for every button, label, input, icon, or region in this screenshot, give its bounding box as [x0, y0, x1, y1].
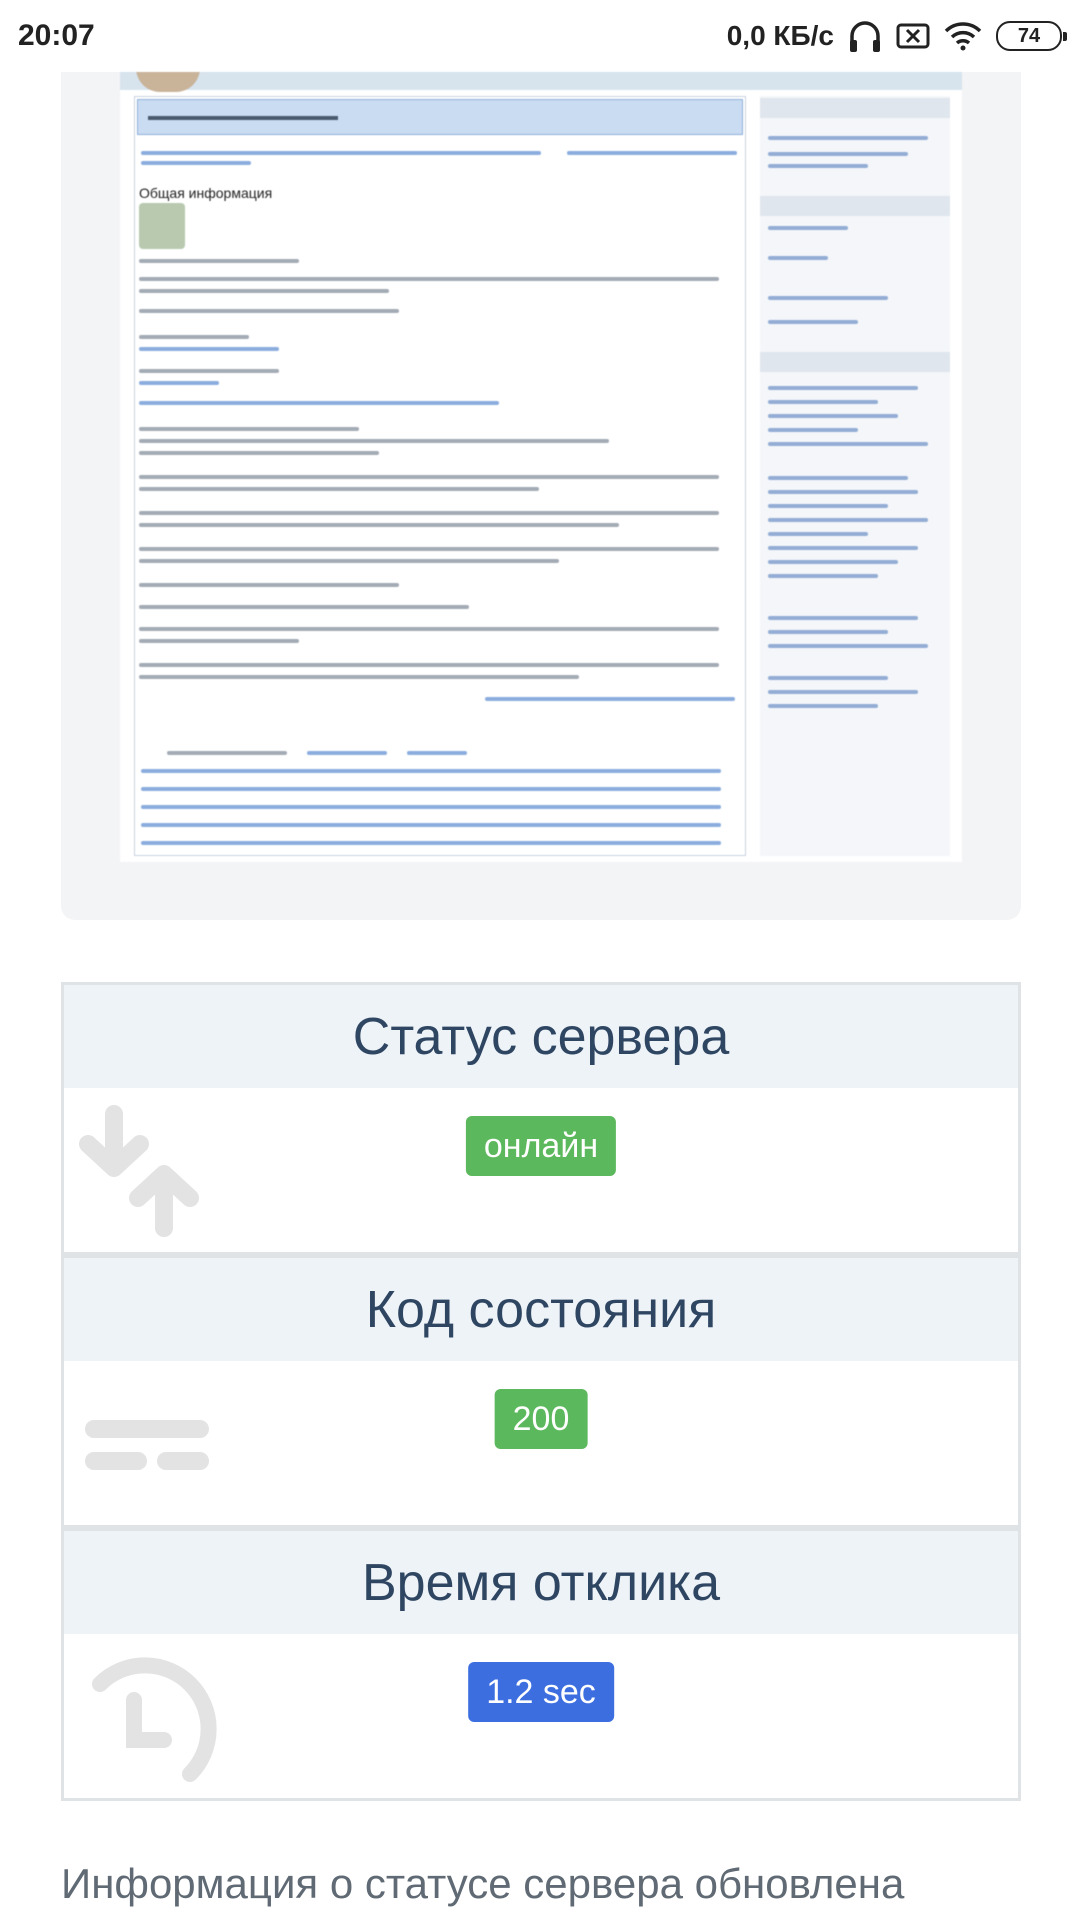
response-time-section	[64, 1525, 1018, 1798]
status-icons	[727, 18, 1062, 54]
response-time-title: Время отклика	[64, 1531, 1018, 1634]
status-code-section	[64, 1252, 1018, 1525]
server-status-table	[61, 982, 1021, 1801]
preview-heading: Общая информация	[139, 185, 273, 201]
server-status-badge: онлайн	[466, 1116, 616, 1176]
status-update-note: Информация о статусе сервера обновлена	[61, 1860, 905, 1907]
headphones-icon	[848, 18, 882, 54]
site-preview-card	[61, 72, 1021, 920]
status-bar	[0, 0, 1080, 72]
status-code-title: Код состояния	[64, 1258, 1018, 1361]
network-speed: 0,0 КБ/с	[726, 20, 834, 51]
code-lines-icon	[78, 1377, 218, 1511]
wifi-icon	[944, 21, 982, 51]
sim-off-icon	[896, 22, 930, 50]
response-time-badge: 1.2 sec	[468, 1662, 614, 1722]
clock-time: 20:07	[18, 19, 95, 52]
battery-icon	[996, 21, 1062, 51]
status-code-badge: 200	[495, 1389, 588, 1449]
clock-icon	[78, 1650, 218, 1784]
battery-level: 74	[1017, 24, 1041, 47]
arrows-up-down-icon	[78, 1104, 218, 1238]
site-screenshot	[120, 72, 962, 862]
server-status-section	[64, 985, 1018, 1252]
server-status-title: Статус сервера	[64, 985, 1018, 1088]
